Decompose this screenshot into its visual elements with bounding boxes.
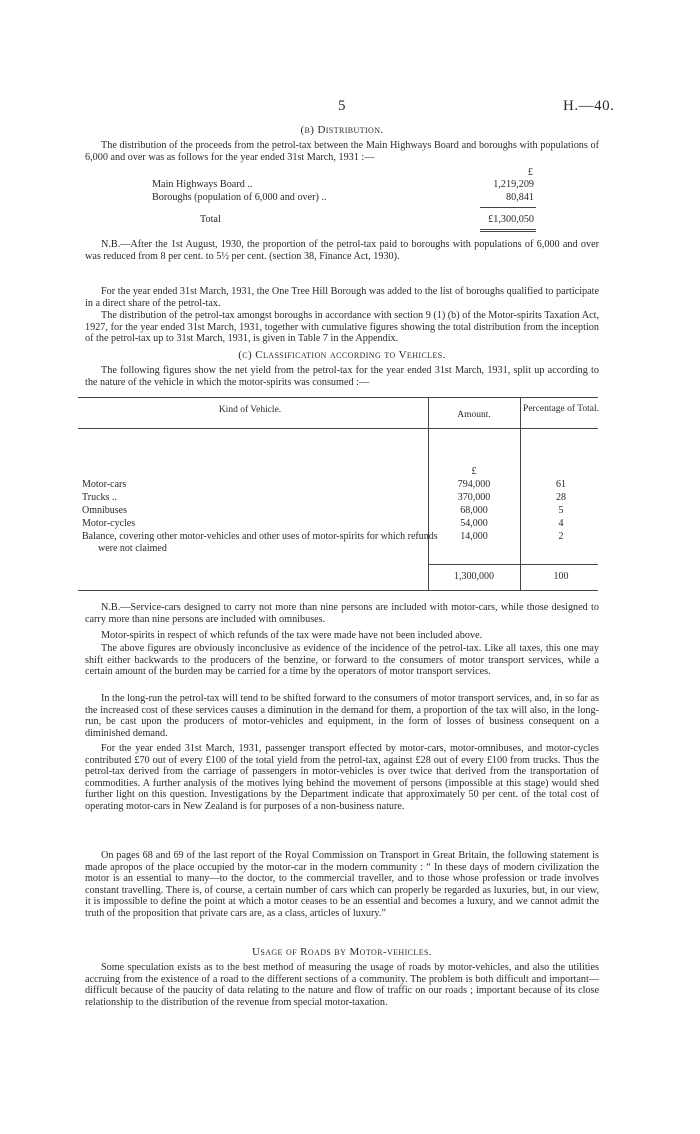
paragraph: Motor-spirits in respect of which refunds of the tax were made have not been included above. bbox=[101, 630, 483, 641]
distribution-total-label: Total bbox=[200, 214, 221, 225]
table-column-rule bbox=[428, 397, 429, 590]
table-column-rule bbox=[520, 397, 521, 590]
paragraph: For the year ended 31st March, 1931, the One Tree Hill Borough was added to the list of boroughs qualified to participate in a direct share of the petrol-tax. bbox=[85, 286, 599, 309]
total-top-rule bbox=[428, 564, 598, 565]
table-row-amount: 54,000 bbox=[460, 518, 488, 529]
paragraph: On pages 68 and 69 of the last report of the Royal Commission on Transport in Great Britain, the following statement is made apropos of the place occupied by the motor-car in the modern community : “ In these days of modern civilization the motor is an essential to many—to the doctor, to the commercial traveller, and to those whose profession or trade involves constant travelling. There is, of course, a certain number of cars which can properly be regarded as luxuries, but, in our view, it is impossible to define the point at which a motor ceases to be an essential and becomes a luxury, and we cannot admit the truth of the proposition that private cars are, as a class, articles of luxury.” bbox=[85, 850, 599, 919]
total-rule bbox=[480, 231, 536, 232]
total-rule bbox=[480, 229, 536, 230]
table-total-amount: 1,300,000 bbox=[454, 571, 494, 582]
table-total-percentage: 100 bbox=[553, 571, 569, 582]
table-row-amount: 794,000 bbox=[457, 479, 491, 490]
distribution-intro: The distribution of the proceeds from the petrol-tax between the Main Highways Board and boroughs with populations of 6,000 and over was as follows for the year ended 31st March, 1931 :— bbox=[85, 140, 599, 163]
table-bottom-rule bbox=[78, 590, 598, 591]
paragraph: For the year ended 31st March, 1931, passenger transport effected by motor-cars, motor-omnibuses, and motor-cycles contributed £70 out of every £100 of the total yield from the petrol-tax, against £28 out of every £100 from trucks. Thus the petrol-tax derived from the carriage of passengers in motor-vehicles is over twice that derived from the transportation of commodities. A further analysis of the motives lying behind the movement of persons (impossible at this stage) would shed further light on this question. Investigations by the Department indicate that approximately 50 per cent. of the total cost of operating motor-cars in New Zealand is for purposes of a non-business nature. bbox=[85, 743, 599, 812]
paragraph: N.B.—Service-cars designed to carry not more than nine persons are included with motor-cars, while those designed to carry more than nine persons are included with omnibuses. bbox=[85, 602, 599, 625]
usage-heading: Usage of Roads by Motor-vehicles. bbox=[252, 946, 432, 958]
amount-currency: £ bbox=[471, 466, 477, 477]
table-row-kind: Motor-cycles bbox=[82, 518, 136, 529]
page-number: 5 bbox=[338, 98, 346, 114]
table-row-percentage: 28 bbox=[556, 492, 566, 503]
paragraph: N.B.—After the 1st August, 1930, the proportion of the petrol-tax paid to boroughs with populations of 6,000 and over was reduced from 8 per cent. to 5½ per cent. (section 38, Finance Act, 1930). bbox=[85, 239, 599, 262]
distribution-heading: (b) Distribution. bbox=[300, 124, 384, 136]
distribution-row-label: Main Highways Board .. bbox=[152, 179, 253, 190]
paragraph: The above figures are obviously inconclusive as evidence of the incidence of the petrol-tax. Like all taxes, this one may shift either backwards to the producers of the benzine, or forward to the consumers of motor transport services, while a certain amount of the burden may be carried for a time by the operators of motor transport services. bbox=[85, 643, 599, 677]
paragraph: The distribution of the petrol-tax amongst boroughs in accordance with section 9 (1) (b) of the Motor-spirits Taxation Act, 1927, for the year ended 31st March, 1931, together with cumulative figures showing the total distribution from the inception of the petrol-tax up to 31st March, 1931, is given in Table 7 in the Appendix. bbox=[85, 310, 599, 344]
table-row-amount: 14,000 bbox=[460, 531, 488, 542]
table-row-percentage: 2 bbox=[558, 531, 564, 542]
table-row-percentage: 5 bbox=[558, 505, 564, 516]
table-row-kind: Trucks .. bbox=[82, 492, 117, 503]
classification-heading: (c) Classification according to Vehicles. bbox=[238, 349, 446, 361]
header-bottom-rule bbox=[78, 428, 598, 429]
table-row-kind: Balance, covering other motor-vehicles and other uses of motor-spirits for which refunds were not claimed bbox=[82, 531, 438, 554]
usage-paragraph: Some speculation exists as to the best method of measuring the usage of roads by motor-vehicles, and also the utilities accruing from the existence of a road to the different sections of a community. The problem is both difficult and important—difficult because of the paucity of data relating to the nature and flow of traffic on our roads ; important because of its close relationship to the distribution of the revenue from special motor-taxation. bbox=[85, 962, 599, 1008]
table-row-kind: Omnibuses bbox=[82, 505, 127, 516]
paragraph: In the long-run the petrol-tax will tend to be shifted forward to the consumers of motor transport services, and, in so far as the increased cost of these services causes a diminution in the demand for them, a proportion of the tax will also, in the long-run, be cast upon the producers of motor-vehicles and equipment, in the form of losses of business consequent on a diminished demand. bbox=[85, 693, 599, 739]
column-header-amount: Amount. bbox=[457, 410, 491, 420]
distribution-total-value: £1,300,050 bbox=[488, 214, 534, 225]
classification-intro: The following figures show the net yield from the petrol-tax for the year ended 31st March, 1931, split up according to the nature of the vehicle in which the motor-spirits was consumed :— bbox=[85, 365, 599, 388]
distribution-row-label: Boroughs (population of 6,000 and over) .. bbox=[152, 192, 327, 203]
currency-symbol: £ bbox=[527, 167, 533, 178]
subtotal-rule bbox=[480, 207, 536, 208]
distribution-row-value: 80,841 bbox=[505, 192, 534, 203]
table-row-amount: 370,000 bbox=[457, 492, 491, 503]
table-row-percentage: 4 bbox=[558, 518, 564, 529]
column-header-percentage: Percentage of Total. bbox=[523, 404, 599, 414]
distribution-row-value: 1,219,209 bbox=[493, 179, 534, 190]
table-row-amount: 68,000 bbox=[460, 505, 488, 516]
table-row-percentage: 61 bbox=[556, 479, 566, 490]
document-reference: H.—40. bbox=[563, 98, 615, 114]
column-header-kind: Kind of Vehicle. bbox=[218, 405, 282, 415]
table-row-kind: Motor-cars bbox=[82, 479, 127, 490]
